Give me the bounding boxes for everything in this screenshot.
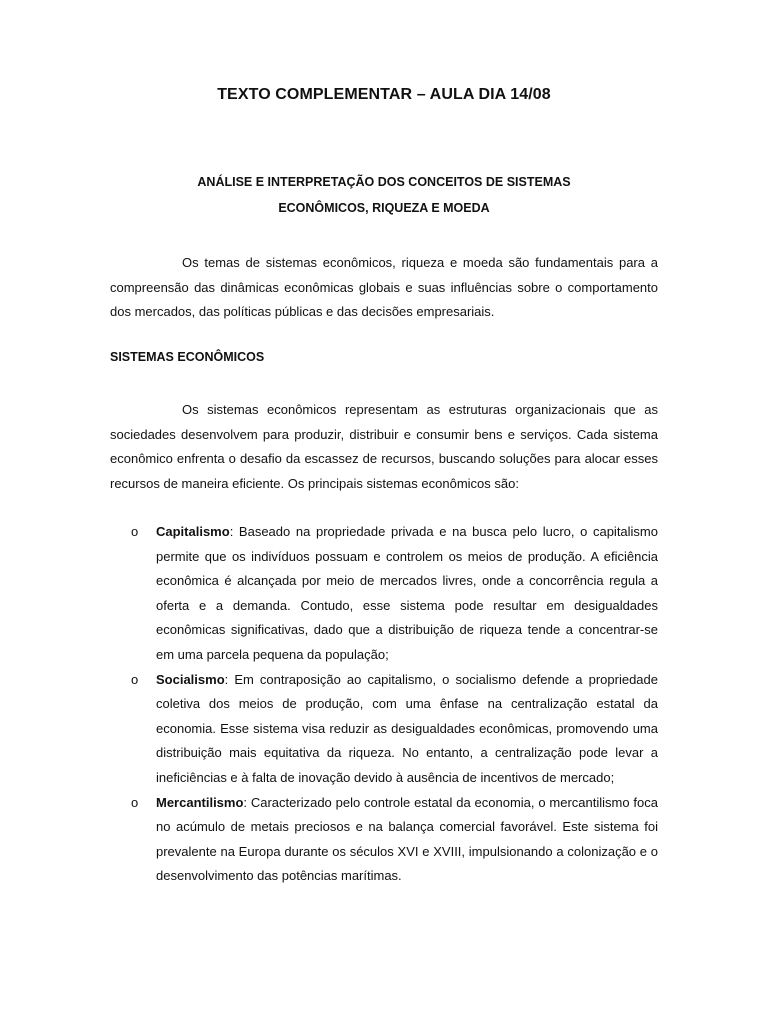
subtitle-line-2: ECONÔMICOS, RIQUEZA E MOEDA [278, 201, 490, 215]
systems-list [0, 520, 768, 889]
list-item-socialismo [0, 668, 768, 791]
bullet-icon: o [131, 524, 139, 539]
bullet-icon: o [131, 794, 139, 810]
list-item-text [156, 520, 658, 668]
list-item-term: Socialismo [156, 671, 225, 687]
section-paragraph: Os sistemas econômicos representam as estruturas organizacionais que as sociedades desenvolvem para produzir, distribuir e consumir bens e serviços. Cada sistema econômico enfrenta o desafio da escassez de recursos, buscando soluções para alocar esses recursos de maneira eficiente. Os principais sistemas econômicos são: [110, 402, 658, 491]
subtitle-line-1: ANÁLISE E INTERPRETAÇÃO DOS CONCEITOS DE SISTEMAS [197, 175, 571, 189]
list-item-text [156, 791, 658, 889]
list-item-body: : Em contraposição ao capitalismo, o socialismo defende a propriedade coletiva dos meios de produção, com uma ênfase na centralização estatal da economia. Esse sistema visa reduzir as desigualdades econômicas, promovendo uma distribuição mais equitativa da riqueza. No entanto, a centralização pode levar a ineficiências e à falta de inovação devido à ausência de incentivos de mercado; [156, 671, 658, 785]
list-item-term: Mercantilismo [156, 794, 244, 810]
intro-paragraph: Os temas de sistemas econômicos, riqueza e moeda são fundamentais para a compreensão das dinâmicas econômicas globais e suas influências sobre o comportamento dos mercados, das políticas públicas e das decisões empresariais. [110, 255, 658, 320]
list-item-capitalismo [0, 520, 768, 668]
list-item-body: : Baseado na propriedade privada e na busca pelo lucro, o capitalismo permite que os indivíduos possuam e controlem os meios de produção. A eficiência econômica é alcançada por meio de mercados livres, onde a concorrência regula a oferta e a demanda. Contudo, esse sistema pode resultar em desigualdades econômicas significativas, dado que a distribuição de riqueza tende a concentrar-se em uma parcela pequena da população; [156, 524, 658, 662]
bullet-icon: o [131, 671, 139, 687]
list-item-term: Capitalismo [156, 524, 230, 539]
list-item-text [156, 668, 658, 791]
document-title: TEXTO COMPLEMENTAR – AULA DIA 14/08 [217, 86, 551, 103]
section-heading: SISTEMAS ECONÔMICOS [110, 350, 265, 364]
list-item-mercantilismo [0, 791, 768, 889]
list-item-body: : Caracterizado pelo controle estatal da economia, o mercantilismo foca no acúmulo de metais preciosos e na balança comercial favorável. Este sistema foi prevalente na Europa durante os séculos XVI e XVIII, impulsionando a colonização e o desenvolvimento das potências marítimas. [156, 794, 658, 884]
